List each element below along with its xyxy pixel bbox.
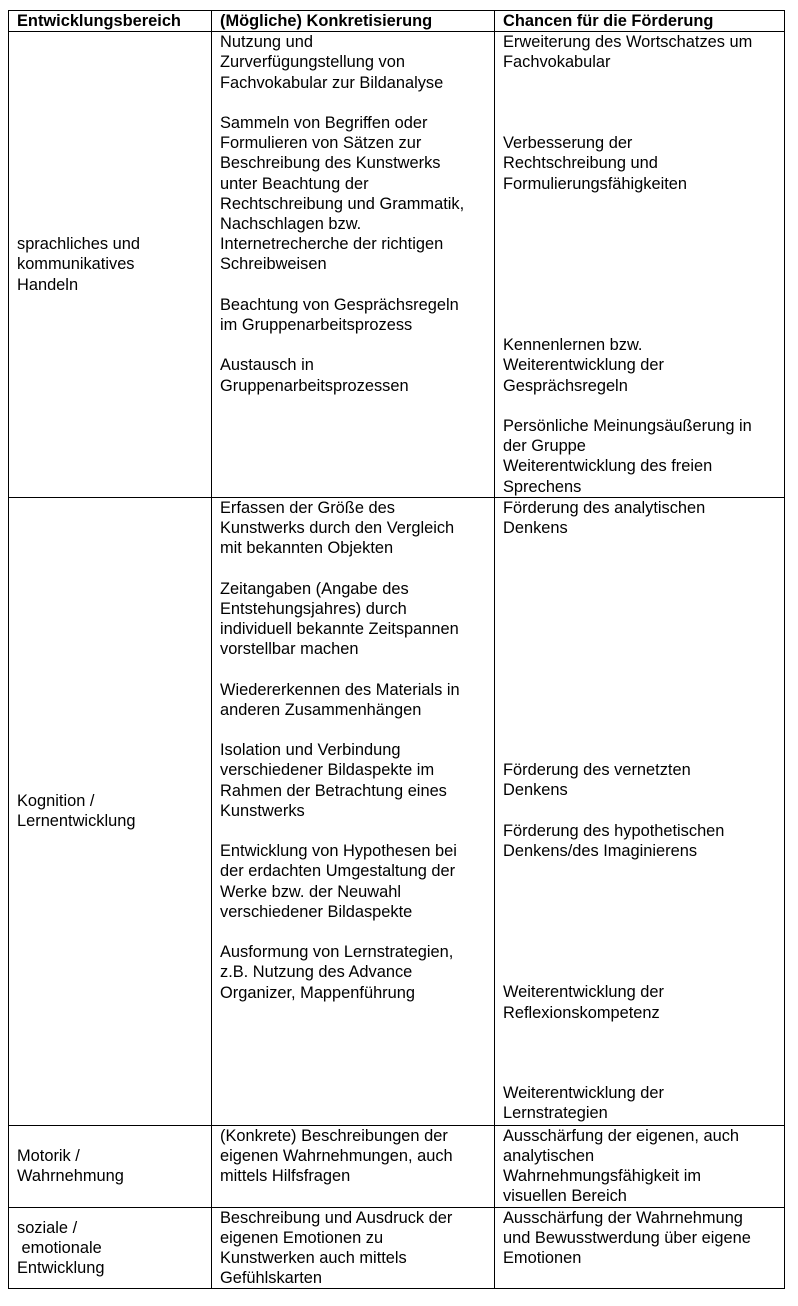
- header-chancen: Chancen für die Förderung: [495, 11, 785, 32]
- cell-text-line: [503, 73, 776, 93]
- cell-text-line: kommunikatives: [17, 255, 135, 274]
- cell-text-line: Fachvokabular: [503, 53, 611, 72]
- cell-text-line: [503, 558, 776, 578]
- cell-text-line: Austausch in: [220, 356, 314, 375]
- cell-text-line: z.B. Nutzung des Advance: [220, 963, 413, 982]
- cell-text-line: [503, 881, 776, 901]
- cell-text-line: Formulierungsfähigkeiten: [503, 174, 688, 193]
- cell-text-line: Erweiterung des Wortschatzes um: [503, 33, 753, 52]
- cell-text-line: Sammeln von Begriffen oder: [220, 114, 428, 132]
- cell-text-line: sprachliches und: [17, 235, 141, 254]
- cell-text-line: der Gruppe: [503, 437, 586, 456]
- cell-text-line: Entstehungsjahres) durch: [220, 599, 407, 618]
- cell-text-line: anderen Zusammenhängen: [220, 700, 422, 719]
- cell-text-line: Weiterentwicklung der: [503, 1084, 664, 1103]
- cell-text-line: [503, 254, 776, 274]
- cell-text-line: [220, 720, 486, 740]
- cell-text-line: emotionale: [17, 1238, 102, 1257]
- cell-text-line: [503, 700, 776, 720]
- cell-text-line: der erdachten Umgestaltung der: [220, 862, 456, 881]
- cell-text-line: Förderung des analytischen: [503, 498, 706, 517]
- cell-text-line: und Bewusstwerdung über eigene: [503, 1228, 751, 1247]
- cell-text-line: Wahrnehmung: [17, 1167, 124, 1186]
- chancen-cell: [495, 497, 785, 1125]
- table-row: [9, 1125, 785, 1207]
- cell-text-line: [503, 639, 776, 659]
- cell-text-line: Rechtschreibung und: [503, 154, 658, 173]
- cell-text-line: [503, 538, 776, 558]
- cell-text-line: Kunstwerks: [220, 801, 305, 820]
- cell-text-line: Werke bzw. der Neuwahl: [220, 882, 401, 901]
- cell-text-line: Sprechens: [503, 477, 582, 496]
- cell-text-line: Wiedererkennen des Materials in: [220, 680, 460, 699]
- cell-text-line: [220, 659, 486, 679]
- cell-text-line: Gruppenarbeitsprozessen: [220, 376, 409, 395]
- chancen-cell: [495, 1125, 785, 1207]
- cell-text-line: Weiterentwicklung der: [503, 983, 664, 1002]
- cell-text-line: [220, 821, 486, 841]
- cell-text-line: Internetrecherche der richtigen: [220, 235, 444, 254]
- cell-text-line: visuellen Bereich: [503, 1187, 627, 1206]
- cell-text-line: eigenen Emotionen zu: [220, 1228, 384, 1247]
- cell-text-line: [503, 720, 776, 740]
- cell-text-line: Erfassen der Größe des: [220, 498, 395, 517]
- cell-text-line: [503, 902, 776, 922]
- cell-text-line: unter Beachtung der: [220, 174, 369, 193]
- cell-text-line: Kennenlernen bzw.: [503, 336, 643, 355]
- cell-text-line: Denkens: [503, 518, 568, 537]
- cell-text-line: (Konkrete) Beschreibungen der: [220, 1126, 448, 1145]
- cell-text-line: Ausschärfung der eigenen, auch: [503, 1126, 740, 1145]
- cell-text-line: Zurverfügungstellung von: [220, 53, 405, 72]
- konkretisierung-cell: [212, 1207, 495, 1289]
- cell-text-line: Lernentwicklung: [17, 812, 136, 831]
- cell-text-line: Zeitangaben (Angabe des: [220, 579, 409, 598]
- cell-text-line: [503, 659, 776, 679]
- cell-text-line: Weiterentwicklung des freien: [503, 457, 713, 476]
- cell-text-line: Organizer, Mappenführung: [220, 983, 415, 1002]
- cell-text-line: [503, 801, 776, 821]
- cell-text-line: Persönliche Meinungsäußerung in: [503, 416, 752, 435]
- cell-text-line: Schreibweisen: [220, 255, 327, 274]
- cell-text-line: [503, 275, 776, 295]
- area-cell: [9, 497, 212, 1125]
- cell-text-line: [503, 234, 776, 254]
- cell-text-line: [503, 942, 776, 962]
- cell-text-line: [503, 295, 776, 315]
- konkretisierung-cell: [212, 497, 495, 1125]
- cell-text-line: vorstellbar machen: [220, 640, 359, 659]
- cell-text-line: [503, 578, 776, 598]
- table-row: [9, 1207, 785, 1289]
- table-row: [9, 497, 785, 1125]
- cell-text-line: [503, 214, 776, 234]
- cell-text-line: [220, 275, 486, 295]
- cell-text-line: Isolation und Verbindung: [220, 741, 401, 760]
- cell-text-line: Lernstrategien: [503, 1104, 608, 1123]
- cell-text-line: [503, 861, 776, 881]
- cell-text-line: [220, 93, 486, 113]
- cell-text-line: verschiedener Bildaspekte: [220, 902, 413, 921]
- header-entwicklungsbereich: Entwicklungsbereich: [9, 11, 212, 32]
- cell-text-line: Beschreibung und Ausdruck der: [220, 1208, 453, 1227]
- cell-text-line: [503, 315, 776, 335]
- header-konkretisierung: (Mögliche) Konkretisierung: [212, 11, 495, 32]
- cell-text-line: [503, 599, 776, 619]
- cell-text-line: Wahrnehmungsfähigkeit im: [503, 1167, 701, 1186]
- cell-text-line: Denkens/des Imaginierens: [503, 841, 698, 860]
- cell-text-line: im Gruppenarbeitsprozess: [220, 316, 413, 335]
- cell-text-line: [220, 922, 486, 942]
- cell-text-line: Nutzung und: [220, 33, 313, 52]
- cell-text-line: Entwicklung: [17, 1259, 105, 1278]
- cell-text-line: Förderung des hypothetischen: [503, 821, 725, 840]
- cell-text-line: Formulieren von Sätzen zur: [220, 134, 422, 153]
- chancen-cell: [495, 32, 785, 498]
- cell-text-line: Gesprächsregeln: [503, 376, 628, 395]
- cell-text-line: [503, 1043, 776, 1063]
- cell-text-line: Gefühlskarten: [220, 1269, 323, 1288]
- cell-text-line: Entwicklung von Hypothesen bei: [220, 842, 457, 861]
- cell-text-line: mit bekannten Objekten: [220, 539, 394, 558]
- cell-text-line: Kognition /: [17, 792, 95, 810]
- cell-text-line: [503, 619, 776, 639]
- cell-text-line: [503, 93, 776, 113]
- cell-text-line: mittels Hilfsfragen: [220, 1167, 351, 1186]
- cell-text-line: [503, 1023, 776, 1043]
- cell-text-line: [503, 1063, 776, 1083]
- area-cell: [9, 1125, 212, 1207]
- cell-text-line: [503, 922, 776, 942]
- development-table: [8, 10, 785, 1289]
- table-header-row: [9, 11, 785, 32]
- cell-text-line: analytischen: [503, 1146, 595, 1165]
- cell-text-line: [503, 113, 776, 133]
- cell-text-line: Kunstwerks durch den Vergleich: [220, 518, 455, 537]
- area-cell: [9, 32, 212, 498]
- cell-text-line: Handeln: [17, 275, 79, 294]
- cell-text-line: [503, 396, 776, 416]
- cell-text-line: individuell bekannte Zeitspannen: [220, 619, 459, 638]
- cell-text-line: Rahmen der Betrachtung eines: [220, 781, 447, 800]
- cell-text-line: Motorik /: [17, 1146, 80, 1165]
- cell-text-line: Verbesserung der: [503, 134, 633, 153]
- table-row: [9, 32, 785, 498]
- cell-text-line: Ausschärfung der Wahrnehmung: [503, 1208, 743, 1227]
- cell-text-line: Fachvokabular zur Bildanalyse: [220, 73, 444, 92]
- cell-text-line: Förderung des vernetzten: [503, 761, 691, 780]
- konkretisierung-cell: [212, 32, 495, 498]
- cell-text-line: [503, 740, 776, 760]
- area-cell: [9, 1207, 212, 1289]
- cell-text-line: Nachschlagen bzw.: [220, 215, 362, 234]
- cell-text-line: Reflexionskompetenz: [503, 1003, 660, 1022]
- cell-text-line: Emotionen: [503, 1248, 582, 1267]
- cell-text-line: Beschreibung des Kunstwerks: [220, 154, 441, 173]
- konkretisierung-cell: [212, 1125, 495, 1207]
- cell-text-line: verschiedener Bildaspekte im: [220, 761, 435, 780]
- cell-text-line: Kunstwerken auch mittels: [220, 1248, 407, 1267]
- cell-text-line: [220, 335, 486, 355]
- cell-text-line: [220, 558, 486, 578]
- cell-text-line: soziale /: [17, 1218, 78, 1237]
- cell-text-line: Rechtschreibung und Grammatik,: [220, 194, 465, 213]
- cell-text-line: [503, 194, 776, 214]
- cell-text-line: [503, 962, 776, 982]
- cell-text-line: Weiterentwicklung der: [503, 356, 664, 375]
- cell-text-line: [503, 679, 776, 699]
- chancen-cell: [495, 1207, 785, 1289]
- cell-text-line: eigenen Wahrnehmungen, auch: [220, 1146, 453, 1165]
- cell-text-line: Beachtung von Gesprächsregeln: [220, 295, 459, 314]
- cell-text-line: Ausformung von Lernstrategien,: [220, 943, 454, 962]
- cell-text-line: Denkens: [503, 781, 568, 800]
